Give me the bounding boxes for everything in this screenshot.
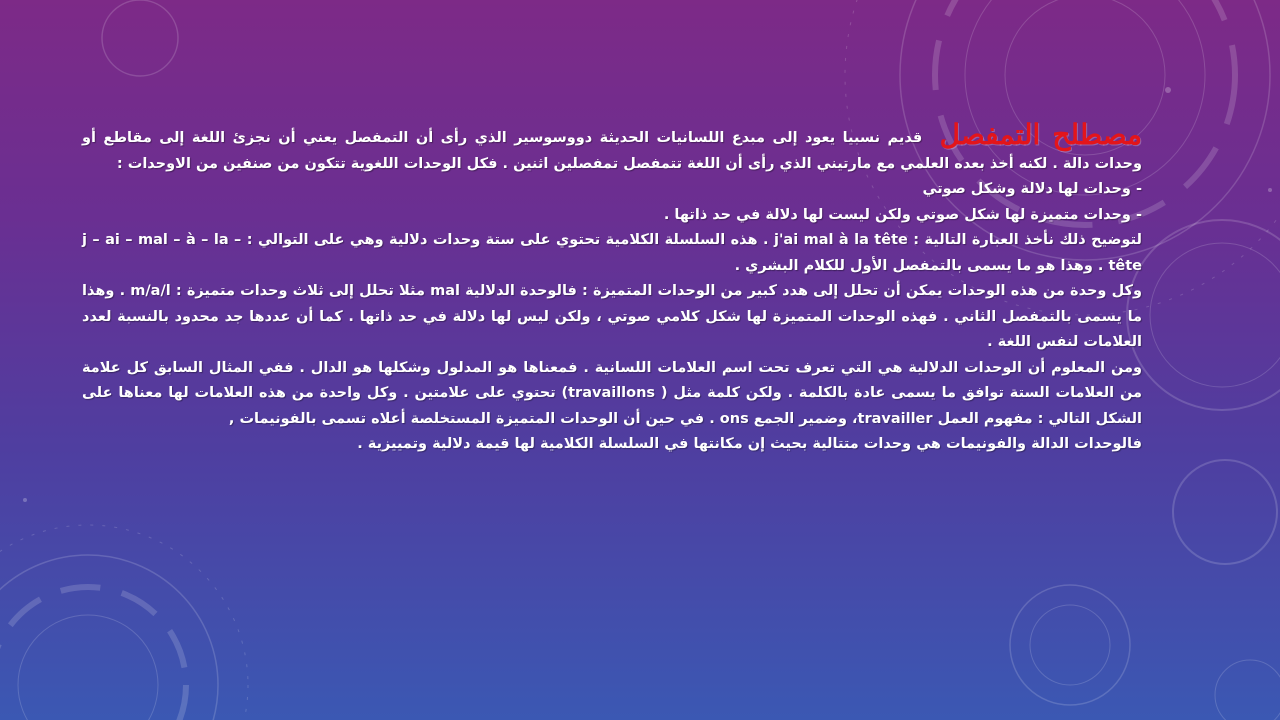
body-line: - وحدات متميزة لها شكل صوتي ولكن ليست لها دلالة في حد ذاتها . — [663, 206, 1142, 223]
body-line: قديم نسبيا يعود إلى مبدع اللسانيات الحديثة دووسوسير الذي رأى أن التمفصل يعني أن نجزئ اللغة إلى مقاطع أو وحدات دالة . لكنه أخذ بعده العلمي مع مارتيني الذي رأى أن اللغة تتمفصل تمفصلين اثنين . فكل الوحدات اللغوية تتكون من صنفين من الاوحدات : — [82, 130, 1142, 172]
body-line: ومن المعلوم أن الوحدات الدلالية هي التي تعرف تحت اسم العلامات اللسانية . فمعناها هو المدلول وشكلها هو الدال . ففي المثال السابق كل علامة من العلامات الستة توافق ما يسمى عادة بالكلمة . ولكن كلمة مثل ( travaillons) تحتوي على علامتين . وكل واحدة من هذه العلامات لها معناها على الشكل التالي : مفهوم العمل travailler، وضمير الجمع ons . في حين أن الوحدات المتميزة المستخلصة أعلاه تسمى بالفونيمات , — [82, 359, 1142, 427]
body-line: لتوضيح ذلك نأخذ العبارة التالية : j'ai mal à la tête . هذه السلسلة الكلامية تحتوي على ستة وحدات دلالية وهي على التوالي : j – ai – mal – à – la – tête . وهذا هو ما يسمى بالتمفصل الأول للكلام البشري . — [82, 232, 1143, 274]
intro-paragraph — [82, 118, 1143, 177]
slide-body — [82, 118, 1143, 458]
body-line: وكل وحدة من هذه الوحدات يمكن أن تحلل إلى هدد كبير من الوحدات المتميزة : فالوحدة الدلالية mal مثلا تحلل إلى ثلاث وحدات متميزة : m/a/l . وهذا ما يسمى بالتمفصل الثاني . فهذه الوحدات المتميزة لها شكل كلامي صوتي ، ولكن ليس لها دلالة في حد ذاتها . كما أن عددها جد محدود بالنسبة لعدد العلامات لنفس اللغة . — [82, 283, 1142, 350]
body-line: فالوحدات الدالة والفونيمات هي وحدات متتالية بحيث إن مكانتها في السلسلة الكلامية لها قيمة دلالية وتمييزية . — [357, 436, 1142, 452]
body-line: - وحدات لها دلالة وشكل صوتي — [922, 181, 1142, 197]
slide-title: مصطلح التمفصل — [939, 118, 1143, 151]
